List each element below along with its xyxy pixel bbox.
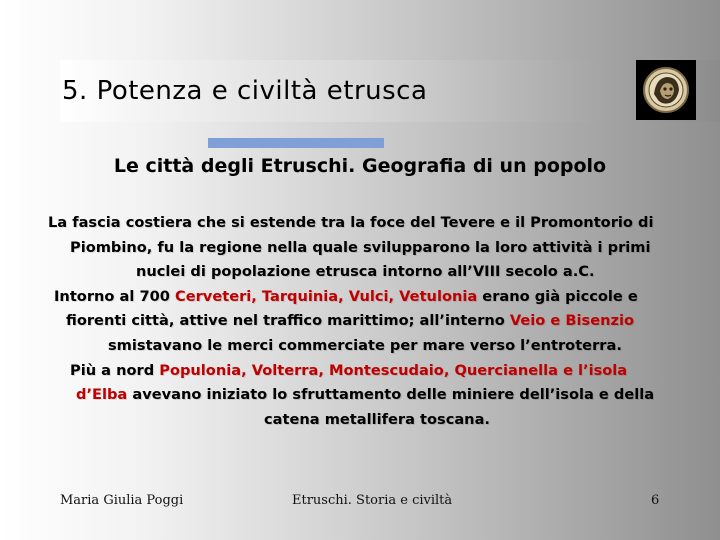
body-text-segment: Più a nord <box>70 361 160 379</box>
body-text-segment: fiorenti città, attive nel traffico marittimo; all’interno <box>66 312 510 330</box>
body-text-segment: erano già piccole e <box>477 287 638 305</box>
footer-author: Maria Giulia Poggi <box>60 493 184 508</box>
body-line: La fascia costiera che si estende tra la foce del Tevere e il Promontorio di <box>48 214 654 231</box>
body-line <box>44 359 720 384</box>
footer-course: Etruschi. Storia e civiltà <box>292 493 453 508</box>
city-names: d’Elba <box>76 386 128 404</box>
accent-bar <box>208 138 384 148</box>
etruscan-head-emblem-icon <box>636 60 696 120</box>
paragraph-700 <box>44 285 720 359</box>
body-line <box>44 285 720 310</box>
paragraph-coast <box>44 211 720 285</box>
body-line <box>44 309 720 334</box>
slide-body <box>44 211 720 432</box>
body-line: nuclei di popolazione etrusca intorno all’VIII secolo a.C. <box>136 263 595 281</box>
body-line: Piombino, fu la regione nella quale svilupparono la loro attività i primi <box>70 238 651 256</box>
slide-subtitle: Le città degli Etruschi. Geografia di un popolo <box>113 155 607 177</box>
city-names: Veio e Bisenzio <box>509 312 635 330</box>
body-line <box>44 383 720 408</box>
footer-page-number: 6 <box>651 493 660 508</box>
body-text-segment: avevano iniziato lo sfruttamento delle miniere dell’isola e della <box>127 386 655 404</box>
paragraph-north <box>44 359 720 433</box>
body-text-segment: Intorno al 700 <box>54 287 175 305</box>
body-line: smistavano le merci commerciate per mare verso l’entroterra. <box>108 336 622 354</box>
slide-title: 5. Potenza e civiltà etrusca <box>62 76 428 106</box>
body-line: catena metallifera toscana. <box>264 410 490 428</box>
city-names: Populonia, Volterra, Montescudaio, Quercianella e l’isola <box>159 361 628 379</box>
city-names: Cerveteri, Tarquinia, Vulci, Vetulonia <box>175 287 478 305</box>
